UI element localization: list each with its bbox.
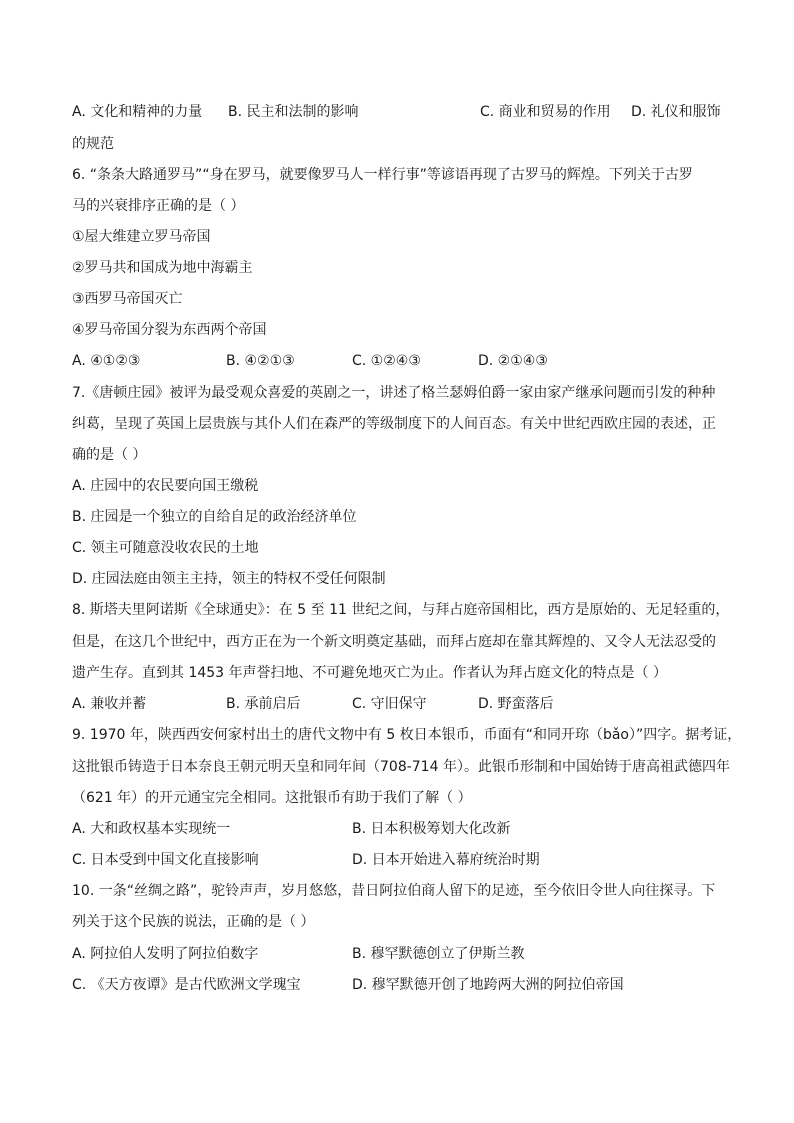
q6-option-a: A. ④①②③	[72, 353, 141, 369]
q9-option-d: D. 日本开始进入幕府统治时期	[352, 852, 540, 868]
q9-option-c: C. 日本受到中国文化直接影响	[72, 852, 259, 868]
q5-option-b: B. 民主和法制的影响	[228, 104, 359, 120]
q6-stem-line-1: 6. “条条大路通罗马”“身在罗马，就要像罗马人一样行事”等谚语再现了古罗马的辉煌。下列关于古罗	[72, 167, 693, 183]
q8-stem-line-2: 但是，在这几个世纪中，西方正在为一个新文明奠定基础，而拜占庭却在靠其辉煌的、又令人无法忍受的	[72, 634, 716, 650]
q5-option-d-continued: 的规范	[72, 136, 114, 152]
q10-option-d: D. 穆罕默德开创了地跨两大洲的阿拉伯帝国	[352, 977, 624, 993]
q7-option-a: A. 庄园中的农民要向国王缴税	[72, 478, 259, 494]
q8-option-a: A. 兼收并蓄	[72, 696, 147, 712]
q6-stem-line-2: 马的兴衰排序正确的是（ ）	[72, 198, 245, 214]
q10-stem-line-1: 10. 一条“丝绸之路”，驼铃声声，岁月悠悠，昔日阿拉伯商人留下的足迹，至今依旧令世人向往探寻。下	[72, 883, 716, 899]
q10-option-c: C. 《天方夜谭》是古代欧洲文学瑰宝	[72, 977, 301, 993]
q8-option-d: D. 野蛮落后	[478, 696, 554, 712]
q7-stem-line-3: 确的是（ ）	[72, 447, 147, 463]
q8-option-c: C. 守旧保守	[352, 696, 427, 712]
q6-item-2: ②罗马共和国成为地中海霸主	[72, 260, 253, 276]
q6-item-3: ③西罗马帝国灭亡	[72, 291, 183, 307]
q6-item-1: ①屋大维建立罗马帝国	[72, 229, 211, 245]
q7-option-b: B. 庄园是一个独立的自给自足的政治经济单位	[72, 509, 357, 525]
q6-option-c: C. ①②④③	[352, 353, 421, 369]
q5-option-d: D. 礼仪和服饰	[631, 104, 721, 120]
q5-option-c: C. 商业和贸易的作用	[480, 104, 611, 120]
q10-option-b: B. 穆罕默德创立了伊斯兰教	[352, 946, 525, 962]
q6-option-b: B. ④②①③	[226, 353, 295, 369]
q7-stem-line-1: 7.《唐顿庄园》被评为最受观众喜爱的英剧之一，讲述了格兰瑟姆伯爵一家由家产继承问题而引发的种种	[72, 385, 716, 401]
q8-option-b: B. 承前启后	[226, 696, 301, 712]
q10-option-a: A. 阿拉伯人发明了阿拉伯数字	[72, 946, 259, 962]
q8-stem-line-1: 8. 斯塔夫里阿诺斯《全球通史》：在 5 至 11 世纪之间，与拜占庭帝国相比，西方是原始的、无足轻重的，	[72, 602, 730, 618]
q9-stem-line-2: 这批银币铸造于日本奈良王朝元明天皇和同年间（708-714 年）。此银币形制和中国始铸于唐高祖武德四年	[72, 759, 730, 775]
q10-stem-line-2: 列关于这个民族的说法，正确的是（ ）	[72, 914, 315, 930]
q9-option-a: A. 大和政权基本实现统一	[72, 821, 231, 837]
q7-stem-line-2: 纠葛，呈现了英国上层贵族与其仆人们在森严的等级制度下的人间百态。有关中世纪西欧庄园的表述，正	[72, 416, 716, 432]
q9-stem-line-1: 9. 1970 年，陕西西安何家村出土的唐代文物中有 5 枚日本银币，币面有“和同开珎（bǎo）”四字。据考证，	[72, 727, 742, 743]
q9-stem-line-3: （621 年）的开元通宝完全相同。这批银币有助于我们了解（ ）	[72, 790, 472, 806]
q6-item-4: ④罗马帝国分裂为东西两个帝国	[72, 322, 267, 338]
q6-option-d: D. ②①④③	[478, 353, 548, 369]
q7-option-c: C. 领主可随意没收农民的土地	[72, 540, 259, 556]
q7-option-d: D. 庄园法庭由领主主持，领主的特权不受任何限制	[72, 571, 386, 587]
q5-option-a: A. 文化和精神的力量	[72, 104, 203, 120]
q9-option-b: B. 日本积极筹划大化改新	[352, 821, 511, 837]
q8-stem-line-3: 遗产生存。直到其 1453 年声誉扫地、不可避免地灭亡为止。作者认为拜占庭文化的特点是（ ）	[72, 665, 667, 681]
